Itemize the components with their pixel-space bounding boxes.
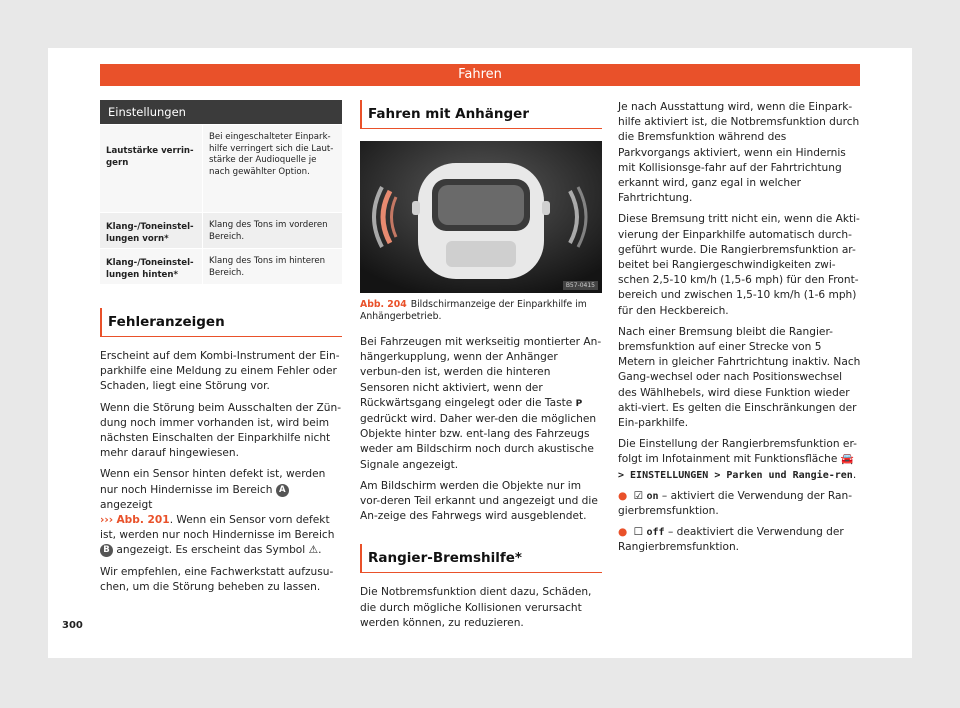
checkbox-checked-icon: ☑	[633, 489, 644, 502]
paragraph: Die Notbremsfunktion dient dazu, Schäden, die durch mögliche Kollisionen verursacht werden können, zu reduzieren.	[360, 586, 592, 629]
table-cell-desc: Klang des Tons im hinteren Bereich.	[202, 249, 342, 284]
bullet-icon: ●	[618, 489, 628, 502]
arrow-icon: ›››	[100, 514, 114, 527]
figure-code: B57-0415	[563, 281, 598, 290]
car-menu-icon: 🚘	[840, 453, 854, 466]
paragraph	[100, 467, 342, 558]
table-cell-name: Klang-/Toneinstel-lungen hinten*	[100, 249, 202, 284]
paragraph: Diese Bremsung tritt nicht ein, wenn die Akti-vierung der Einparkhilfe automatisch durch-geführt wurde. Die Rangierbremsfunktion ar-beitet bei Rangiergeschwindigkeiten zwi-schen 2,5-10 km/h (1,5-6 mph) für den Front-bereich und zwischen 1,5-10 km/h (1-6 mph) für den Heckbereich.	[618, 213, 860, 317]
area-a-marker: A	[276, 484, 289, 497]
menu-path: > EINSTELLUNGEN > Parken und Rangie-ren	[618, 469, 853, 481]
paragraph: Nach einer Bremsung bleibt die Rangier-bremsfunktion auf einer Strecke von 5 Metern in gleicher Fahrtrichtung inaktiv. Nach Gang-wechsel oder nach Positionswechsel des Wählhebels, wird diese Funktion wieder akti-viert. Es gelten die Einschränkungen der Ein-parkhilfe.	[618, 325, 861, 430]
paragraph: Je nach Ausstattung wird, wenn die Einpark-hilfe aktiviert ist, die Notbremsfunktion durch die Bremsfunktion während des Parkvorgangs aktiviert, wenn ein Hindernis mit Kollisionsge-fahr auf der Fahrtrichtung erkannt wird, ganz egal in welcher Fahrtrichtung.	[618, 101, 860, 205]
table-cell-name: Lautstärke verrin-gern	[100, 125, 202, 212]
option-off: off	[646, 527, 665, 539]
text: angezeigt	[100, 498, 153, 511]
column-left	[100, 100, 342, 601]
settings-table	[100, 100, 342, 284]
area-b-marker: B	[100, 544, 113, 557]
list-item	[618, 525, 861, 555]
table-cell-desc: Klang des Tons im vorderen Bereich.	[202, 213, 342, 248]
paragraph	[618, 437, 861, 483]
text: .	[852, 468, 857, 481]
option-on: on	[646, 490, 659, 502]
text: gedrückt wird. Daher wer-den die möglichen Objekte hinter bzw. ent-lang des Fahrzeugs weder am Bildschirm noch durch akustische Signale angezeigt.	[360, 413, 597, 471]
paragraph: Am Bildschirm werden die Objekte nur im vor-deren Teil erkannt und angezeigt und die An-zeige des Fahrwegs wird ausgeblendet.	[360, 479, 598, 523]
car-top-view-illustration	[360, 141, 602, 293]
table-row	[100, 248, 342, 284]
section-title-rangier: Rangier-Bremshilfe*	[360, 544, 602, 573]
caption-text: Bildschirmanzeige der Einparkhilfe im Anhängerbetrieb.	[360, 299, 587, 322]
figure-link[interactable]: Abb. 201	[116, 514, 170, 527]
section-title-fehleranzeigen: Fehleranzeigen	[100, 308, 342, 337]
text: . Wenn ein Sensor vorn defekt ist, werden nur noch Hindernisse im Bereich	[100, 514, 335, 542]
table-cell-name: Klang-/Toneinstel-lungen vorn*	[100, 213, 202, 248]
table-cell-desc: Bei eingeschalteter Einpark-hilfe verringert sich die Laut-stärke der Audioquelle je nach gewählter Option.	[202, 125, 342, 212]
bullet-icon: ●	[618, 526, 628, 539]
parking-button-icon: P	[575, 398, 583, 409]
column-right	[618, 100, 861, 562]
text: Wenn ein Sensor hinten defekt ist, werden nur noch Hindernisse im Bereich	[100, 468, 326, 496]
warning-icon: ⚠	[308, 544, 319, 557]
paragraph: Wenn die Störung beim Ausschalten der Zün-dung noch immer vorhanden ist, wird beim nächsten Einschalten der Einparkhilfe nicht mehr darauf hingewiesen.	[100, 401, 342, 460]
text: Die Einstellung der Rangierbremsfunktion er-folgt im Infotainment mit Funktionsfläche	[618, 438, 857, 466]
settings-table-title: Einstellungen	[100, 100, 342, 124]
table-row	[100, 124, 342, 212]
text: – aktiviert die Verwendung der Ran-gierbremsfunktion.	[618, 489, 853, 518]
checkbox-empty-icon: ☐	[633, 526, 644, 539]
paragraph: Erscheint auf dem Kombi-Instrument der Ein-parkhilfe eine Meldung zu einem Fehler oder Schaden, liegt eine Störung vor.	[100, 350, 340, 393]
text: .	[318, 544, 322, 557]
text: angezeigt. Es erscheint das Symbol	[116, 544, 306, 557]
column-middle	[360, 100, 602, 637]
parking-display-figure	[360, 141, 602, 293]
figure-caption	[360, 299, 602, 323]
table-row	[100, 212, 342, 248]
list-item	[618, 489, 861, 519]
page-number: 300	[62, 620, 83, 631]
paragraph	[360, 335, 602, 473]
caption-label: Abb. 204	[360, 299, 407, 310]
text: – deaktiviert die Verwendung der Rangierbremsfunktion.	[618, 526, 844, 554]
page-header: Fahren	[100, 64, 860, 86]
text: Bei Fahrzeugen mit werkseitig montierter An-hängerkupplung, wenn der Anhänger verbun-den ist, werden die hinteren Sensoren nicht aktiviert, wenn der Rückwärtsgang eingelegt oder die Taste	[360, 336, 602, 409]
section-title-anhaenger: Fahren mit Anhänger	[360, 100, 602, 129]
paragraph: Wir empfehlen, eine Fachwerkstatt aufzusu-chen, um die Störung beheben zu lassen.	[100, 565, 334, 593]
